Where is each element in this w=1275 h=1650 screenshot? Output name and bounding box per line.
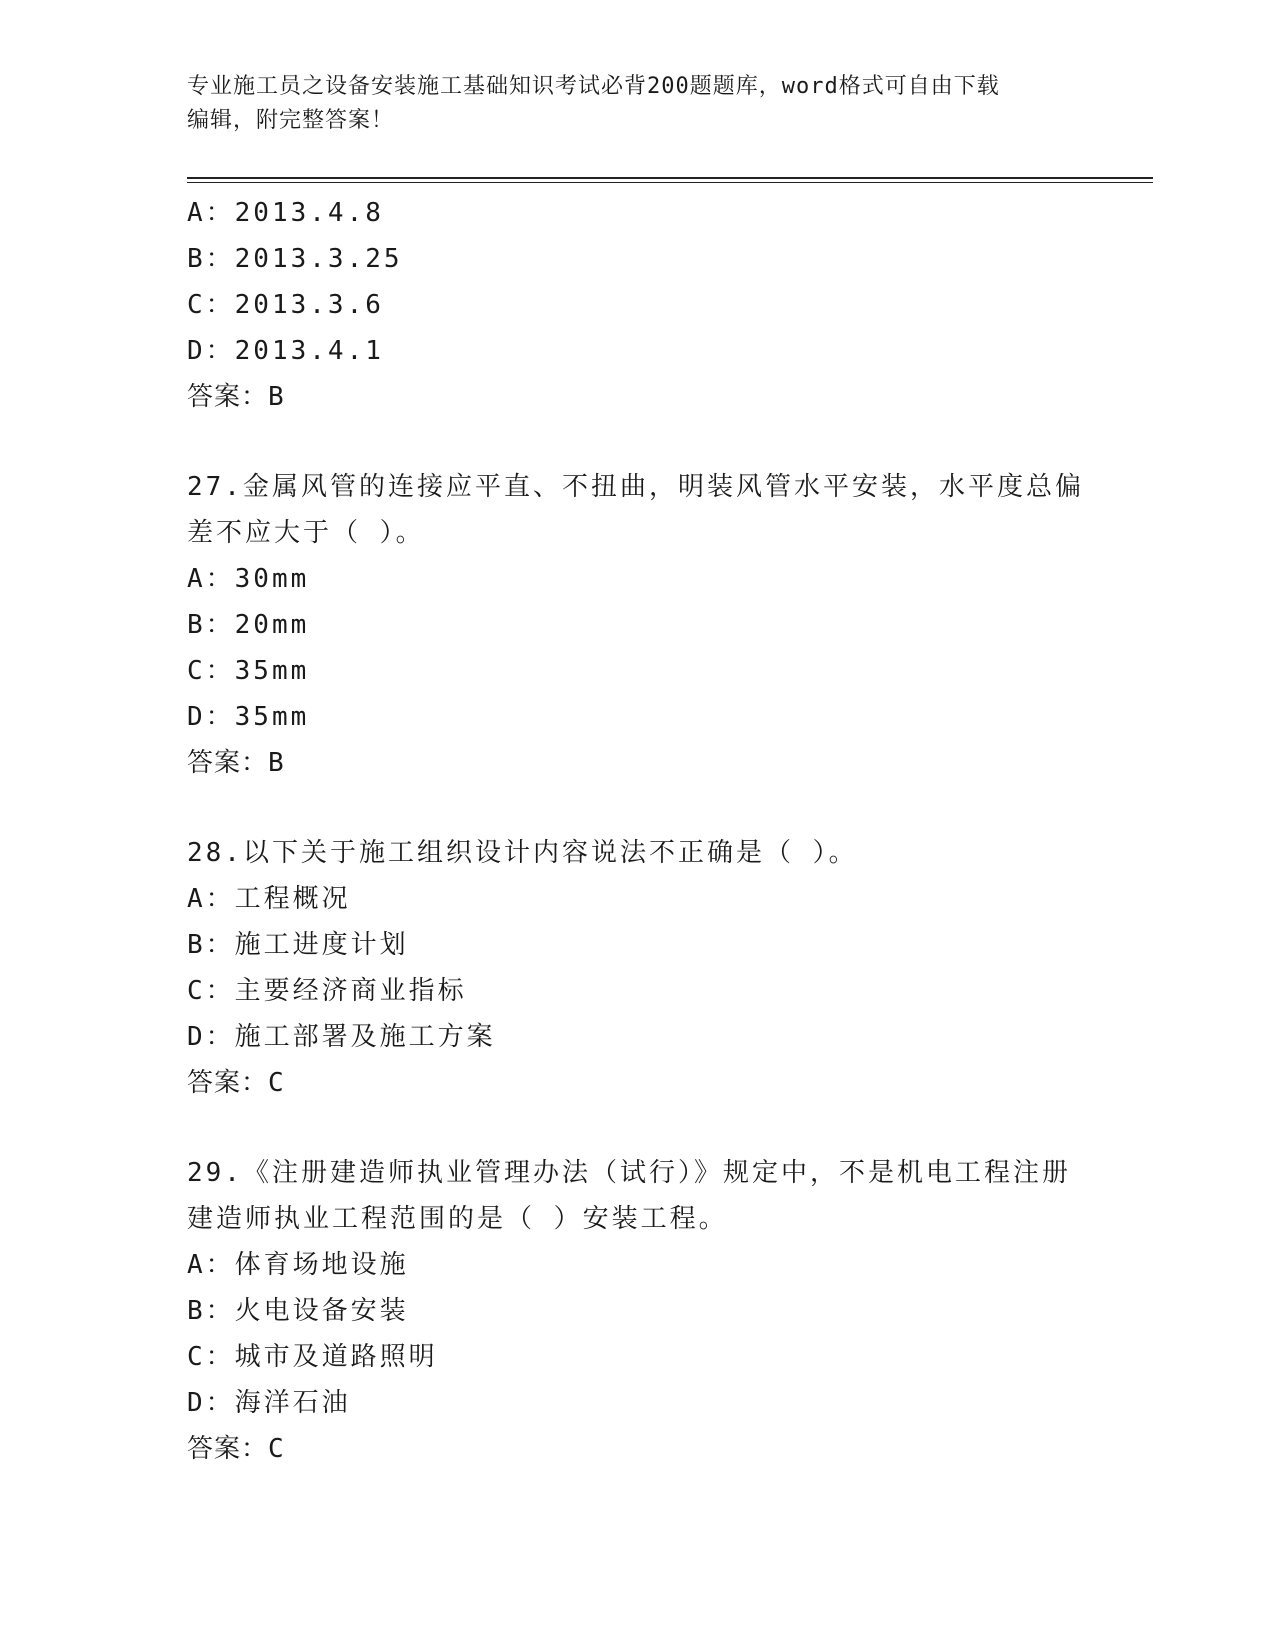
option-b: B：2013.3.25 — [187, 244, 403, 274]
document-header — [187, 70, 1077, 138]
question-block-29 — [187, 1150, 1087, 1472]
option-a: A：2013.4.8 — [187, 198, 384, 228]
answer-line: 答案：C — [187, 1068, 285, 1098]
option-b: B：20mm — [187, 610, 310, 640]
question-block-26 — [187, 190, 1087, 420]
question-block-28 — [187, 830, 1087, 1106]
answer-line: 答案：B — [187, 748, 285, 778]
option-b: B：施工进度计划 — [187, 930, 409, 960]
option-c: C：2013.3.6 — [187, 290, 384, 320]
option-c: C：主要经济商业指标 — [187, 976, 467, 1006]
question-text-line-1: 29.《注册建造师执业管理办法（试行）》规定中，不是机电工程注册 — [187, 1158, 1071, 1188]
question-block-27 — [187, 464, 1087, 786]
header-rule-thick — [187, 177, 1153, 179]
header-line-2: 编辑，附完整答案！ — [187, 108, 395, 133]
option-c: C：35mm — [187, 656, 310, 686]
question-text-line-1: 28.以下关于施工组织设计内容说法不正确是（ ）。 — [187, 838, 858, 868]
header-line-1: 专业施工员之设备安装施工基础知识考试必背200题题库，word格式可自由下载 — [187, 74, 1000, 99]
question-list — [187, 190, 1087, 1472]
option-c: C：城市及道路照明 — [187, 1342, 438, 1372]
option-d: D：35mm — [187, 702, 310, 732]
answer-line: 答案：C — [187, 1434, 285, 1464]
option-d: D：施工部署及施工方案 — [187, 1022, 496, 1052]
header-rule-thin — [187, 182, 1153, 183]
option-d: D：2013.4.1 — [187, 336, 384, 366]
option-a: A：30mm — [187, 564, 310, 594]
option-a: A：体育场地设施 — [187, 1250, 409, 1280]
question-text-line-2: 建造师执业工程范围的是（ ）安装工程。 — [187, 1204, 728, 1234]
question-text-line-2: 差不应大于（ ）。 — [187, 518, 425, 548]
option-b: B：火电设备安装 — [187, 1296, 409, 1326]
question-text-line-1: 27.金属风管的连接应平直、不扭曲，明装风管水平安装，水平度总偏 — [187, 472, 1084, 502]
option-d: D：海洋石油 — [187, 1388, 351, 1418]
option-a: A：工程概况 — [187, 884, 351, 914]
answer-line: 答案：B — [187, 382, 285, 412]
